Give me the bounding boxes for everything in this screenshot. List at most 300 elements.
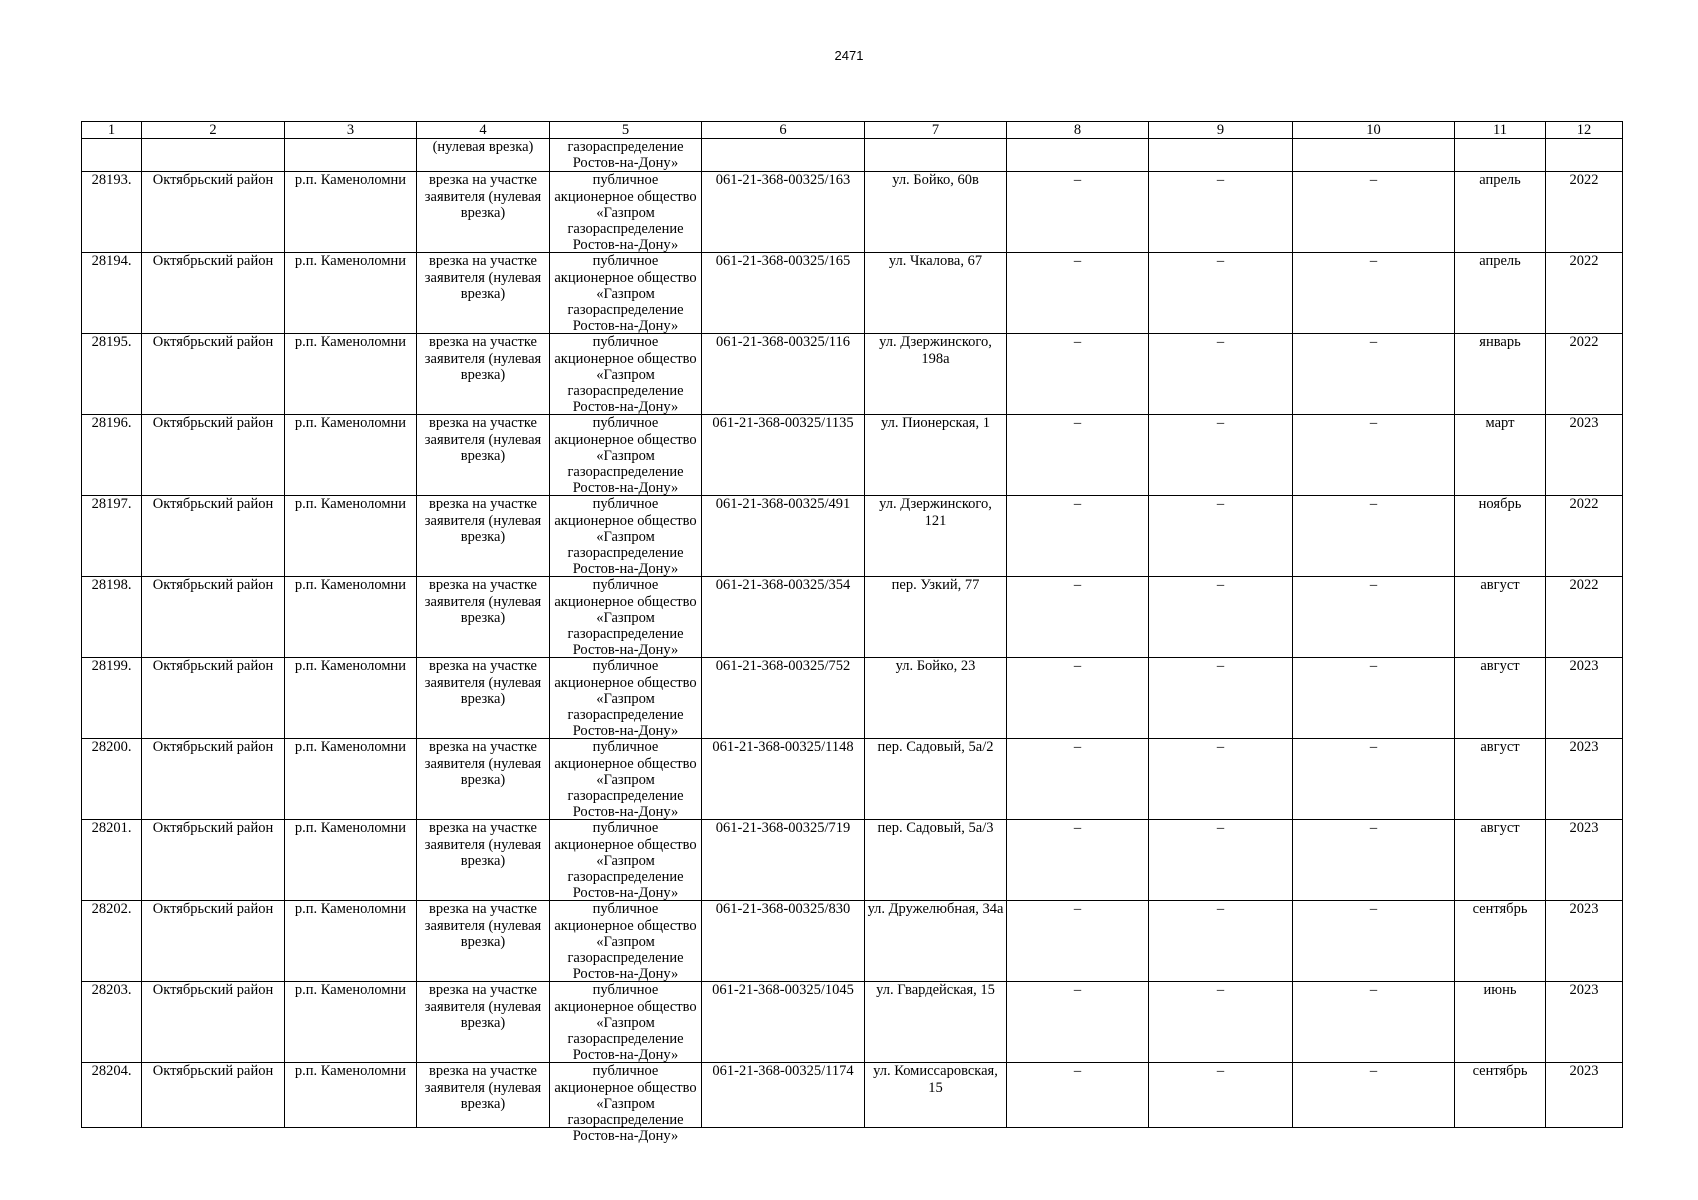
organization-cell-text: публичное акционерное общество «Газпром газораспределение Ростов-на-Дону» — [554, 496, 697, 578]
row-number-cell-text: 28196. — [91, 415, 132, 432]
table-cell — [1149, 139, 1293, 172]
address-cell — [865, 901, 1007, 982]
column-header: 2 — [142, 122, 285, 139]
column-8-cell-text: – — [1073, 820, 1082, 837]
row-number-cell — [82, 172, 142, 253]
settlement-cell — [285, 982, 417, 1063]
month-cell — [1455, 1063, 1546, 1128]
organization-cell-text: публичное акционерное общество «Газпром газораспределение Ростов-на-Дону» — [554, 172, 697, 254]
column-8-cell — [1007, 658, 1149, 739]
column-10-cell — [1293, 577, 1455, 658]
table-cell — [865, 139, 1007, 172]
district-cell-text: Октябрьский район — [152, 415, 274, 432]
table-cell — [1546, 139, 1623, 172]
organization-cell-text: публичное акционерное общество «Газпром газораспределение Ростов-на-Дону» — [554, 415, 697, 497]
address-cell — [865, 739, 1007, 820]
column-header: 10 — [1293, 122, 1455, 139]
table-row — [82, 658, 1623, 739]
code-cell-text: 061-21-368-00325/1174 — [712, 1063, 854, 1080]
column-9-cell — [1149, 982, 1293, 1063]
connection-type-cell-text: врезка на участке заявителя (нулевая врезка) — [424, 1063, 542, 1112]
connection-type-cell-text: врезка на участке заявителя (нулевая врезка) — [424, 415, 542, 464]
address-cell — [865, 820, 1007, 901]
row-number-cell-text: 28198. — [91, 577, 132, 594]
column-9-cell-text: – — [1216, 901, 1225, 918]
connection-type-cell-text: врезка на участке заявителя (нулевая врезка) — [424, 658, 542, 707]
header-row — [82, 122, 1623, 139]
connection-type-cell — [417, 739, 550, 820]
row-number-cell — [82, 253, 142, 334]
address-cell-text: пер. Садовый, 5а/3 — [877, 820, 994, 837]
month-cell — [1455, 496, 1546, 577]
column-10-cell-text: – — [1369, 658, 1378, 675]
district-cell-text: Октябрьский район — [152, 658, 274, 675]
column-header: 7 — [865, 122, 1007, 139]
organization-cell — [550, 172, 702, 253]
month-cell-text: июнь — [1483, 982, 1517, 999]
continuation-row — [82, 139, 1623, 172]
code-cell — [702, 739, 865, 820]
month-cell-text: апрель — [1479, 172, 1521, 189]
code-cell — [702, 172, 865, 253]
code-cell-text: 061-21-368-00325/165 — [715, 253, 851, 270]
table-row — [82, 334, 1623, 415]
year-cell-text: 2023 — [1569, 658, 1599, 675]
settlement-cell-text: р.п. Каменоломни — [294, 658, 407, 675]
district-cell — [142, 901, 285, 982]
column-header: 6 — [702, 122, 865, 139]
code-cell-text: 061-21-368-00325/491 — [715, 496, 851, 513]
connection-type-cell — [417, 253, 550, 334]
column-header: 1 — [82, 122, 142, 139]
code-cell-text: 061-21-368-00325/752 — [715, 658, 851, 675]
district-cell-text: Октябрьский район — [152, 172, 274, 189]
column-9-cell — [1149, 739, 1293, 820]
month-cell-text: август — [1480, 577, 1520, 594]
column-9-cell-text: – — [1216, 415, 1225, 432]
address-cell-text: ул. Дзержинского, 121 — [879, 496, 992, 529]
settlement-cell — [285, 172, 417, 253]
district-cell — [142, 982, 285, 1063]
column-header: 8 — [1007, 122, 1149, 139]
district-cell — [142, 334, 285, 415]
month-cell — [1455, 901, 1546, 982]
column-8-cell — [1007, 334, 1149, 415]
organization-cell-text: публичное акционерное общество «Газпром газораспределение Ростов-на-Дону» — [554, 982, 697, 1064]
row-number-cell-text: 28194. — [91, 253, 132, 270]
column-10-cell — [1293, 658, 1455, 739]
organization-cell — [550, 496, 702, 577]
month-cell — [1455, 415, 1546, 496]
column-9-cell — [1149, 820, 1293, 901]
row-number-cell — [82, 334, 142, 415]
year-cell — [1546, 658, 1623, 739]
address-cell — [865, 415, 1007, 496]
district-cell-text: Октябрьский район — [152, 820, 274, 837]
month-cell — [1455, 820, 1546, 901]
district-cell-text: Октябрьский район — [152, 1063, 274, 1080]
connection-type-cell: (нулевая врезка) — [417, 139, 550, 172]
district-cell-text: Октябрьский район — [152, 253, 274, 270]
year-cell — [1546, 577, 1623, 658]
column-10-cell-text: – — [1369, 172, 1378, 189]
column-8-cell — [1007, 1063, 1149, 1128]
connection-type-cell-text: врезка на участке заявителя (нулевая врезка) — [424, 496, 542, 545]
column-9-cell — [1149, 1063, 1293, 1128]
year-cell — [1546, 820, 1623, 901]
column-10-cell — [1293, 172, 1455, 253]
settlement-cell-text: р.п. Каменоломни — [294, 577, 407, 594]
connection-type-cell-text: врезка на участке заявителя (нулевая врезка) — [424, 982, 542, 1031]
year-cell-text: 2023 — [1569, 415, 1599, 432]
month-cell — [1455, 658, 1546, 739]
column-10-cell — [1293, 253, 1455, 334]
month-cell-text: апрель — [1479, 253, 1521, 270]
year-cell-text: 2022 — [1569, 577, 1599, 594]
connection-type-cell — [417, 658, 550, 739]
month-cell-text: январь — [1479, 334, 1521, 351]
column-9-cell-text: – — [1216, 172, 1225, 189]
month-cell — [1455, 172, 1546, 253]
column-8-cell — [1007, 172, 1149, 253]
month-cell-text: август — [1480, 820, 1520, 837]
row-number-cell-text: 28204. — [91, 1063, 132, 1080]
year-cell-text: 2023 — [1569, 1063, 1599, 1080]
column-10-cell-text: – — [1369, 901, 1378, 918]
table-row — [82, 739, 1623, 820]
district-cell — [142, 739, 285, 820]
settlement-cell-text: р.п. Каменоломни — [294, 253, 407, 270]
row-number-cell — [82, 1063, 142, 1128]
column-header: 3 — [285, 122, 417, 139]
column-9-cell-text: – — [1216, 820, 1225, 837]
organization-cell-text: публичное акционерное общество «Газпром газораспределение Ростов-на-Дону» — [554, 658, 697, 740]
row-number-cell — [82, 658, 142, 739]
address-cell — [865, 1063, 1007, 1128]
organization-cell-text: публичное акционерное общество «Газпром газораспределение Ростов-на-Дону» — [554, 1063, 697, 1145]
column-9-cell-text: – — [1216, 739, 1225, 756]
address-cell — [865, 334, 1007, 415]
column-9-cell-text: – — [1216, 982, 1225, 999]
year-cell — [1546, 253, 1623, 334]
column-header: 9 — [1149, 122, 1293, 139]
table-row — [82, 901, 1623, 982]
organization-cell-text: публичное акционерное общество «Газпром газораспределение Ростов-на-Дону» — [554, 739, 697, 821]
code-cell-text: 061-21-368-00325/116 — [716, 334, 850, 351]
column-10-cell-text: – — [1369, 415, 1378, 432]
connection-type-cell — [417, 577, 550, 658]
column-8-cell-text: – — [1073, 496, 1082, 513]
column-8-cell — [1007, 577, 1149, 658]
organization-cell — [550, 820, 702, 901]
settlement-cell-text: р.п. Каменоломни — [294, 739, 407, 756]
settlement-cell-text: р.п. Каменоломни — [294, 982, 407, 999]
column-8-cell-text: – — [1073, 982, 1082, 999]
row-number-cell — [82, 415, 142, 496]
column-10-cell-text: – — [1369, 982, 1378, 999]
column-10-cell — [1293, 982, 1455, 1063]
connection-type-cell — [417, 820, 550, 901]
row-number-cell-text: 28202. — [91, 901, 132, 918]
registry-table — [81, 121, 1623, 1145]
address-cell-text: ул. Пионерская, 1 — [881, 415, 990, 432]
column-10-cell-text: – — [1369, 820, 1378, 837]
district-cell — [142, 415, 285, 496]
row-number-cell-text: 28195. — [91, 334, 132, 351]
year-cell — [1546, 901, 1623, 982]
column-10-cell — [1293, 901, 1455, 982]
column-9-cell — [1149, 415, 1293, 496]
table-cell — [1455, 139, 1546, 172]
code-cell — [702, 253, 865, 334]
organization-cell-text: публичное акционерное общество «Газпром газораспределение Ростов-на-Дону» — [554, 253, 697, 335]
column-8-cell-text: – — [1073, 334, 1082, 351]
address-cell-text: ул. Гвардейская, 15 — [876, 982, 995, 999]
column-9-cell-text: – — [1216, 253, 1225, 270]
column-9-cell-text: – — [1216, 1063, 1225, 1080]
column-10-cell — [1293, 1063, 1455, 1128]
connection-type-cell-text: врезка на участке заявителя (нулевая врезка) — [424, 901, 542, 950]
connection-type-cell — [417, 1063, 550, 1128]
connection-type-cell-text: врезка на участке заявителя (нулевая врезка) — [424, 577, 542, 626]
address-cell-text: ул. Чкалова, 67 — [888, 253, 983, 270]
column-8-cell-text: – — [1073, 253, 1082, 270]
column-9-cell — [1149, 253, 1293, 334]
organization-cell — [550, 415, 702, 496]
table-cell — [1007, 139, 1149, 172]
column-9-cell — [1149, 334, 1293, 415]
column-10-cell-text: – — [1369, 253, 1378, 270]
settlement-cell — [285, 253, 417, 334]
column-header: 11 — [1455, 122, 1546, 139]
table-cell — [285, 139, 417, 172]
settlement-cell-text: р.п. Каменоломни — [294, 901, 407, 918]
row-number-cell — [82, 496, 142, 577]
table-row — [82, 1063, 1623, 1128]
column-10-cell-text: – — [1369, 1063, 1378, 1080]
settlement-cell-text: р.п. Каменоломни — [294, 415, 407, 432]
month-cell — [1455, 982, 1546, 1063]
connection-type-cell — [417, 901, 550, 982]
year-cell-text: 2022 — [1569, 334, 1599, 351]
district-cell — [142, 496, 285, 577]
year-cell-text: 2023 — [1569, 739, 1599, 756]
table-cell — [142, 139, 285, 172]
year-cell-text: 2023 — [1569, 901, 1599, 918]
code-cell-text: 061-21-368-00325/1045 — [712, 982, 854, 999]
month-cell-text: сентябрь — [1472, 901, 1528, 918]
column-8-cell-text: – — [1073, 172, 1082, 189]
column-9-cell-text: – — [1216, 658, 1225, 675]
row-number-cell — [82, 739, 142, 820]
organization-cell — [550, 739, 702, 820]
column-10-cell-text: – — [1369, 577, 1378, 594]
organization-cell — [550, 253, 702, 334]
district-cell — [142, 1063, 285, 1128]
column-9-cell — [1149, 496, 1293, 577]
column-9-cell — [1149, 901, 1293, 982]
column-8-cell — [1007, 820, 1149, 901]
connection-type-cell — [417, 496, 550, 577]
code-cell — [702, 901, 865, 982]
connection-type-cell-text: врезка на участке заявителя (нулевая врезка) — [424, 253, 542, 302]
month-cell-text: август — [1480, 658, 1520, 675]
column-10-cell-text: – — [1369, 496, 1378, 513]
organization-cell — [550, 901, 702, 982]
row-number-cell-text: 28199. — [91, 658, 132, 675]
settlement-cell — [285, 901, 417, 982]
connection-type-cell-text: врезка на участке заявителя (нулевая врезка) — [424, 172, 542, 221]
organization-cell — [550, 658, 702, 739]
table-row — [82, 253, 1623, 334]
code-cell — [702, 1063, 865, 1128]
organization-cell-text: публичное акционерное общество «Газпром газораспределение Ростов-на-Дону» — [554, 901, 697, 983]
column-10-cell — [1293, 496, 1455, 577]
code-cell — [702, 982, 865, 1063]
column-8-cell-text: – — [1073, 577, 1082, 594]
settlement-cell — [285, 739, 417, 820]
settlement-cell — [285, 334, 417, 415]
table-row — [82, 415, 1623, 496]
row-number-cell-text: 28197. — [91, 496, 132, 513]
column-9-cell-text: – — [1216, 496, 1225, 513]
organization-cell-text: публичное акционерное общество «Газпром газораспределение Ростов-на-Дону» — [554, 820, 697, 902]
code-cell — [702, 415, 865, 496]
district-cell-text: Октябрьский район — [152, 496, 274, 513]
district-cell — [142, 253, 285, 334]
row-number-cell — [82, 820, 142, 901]
year-cell — [1546, 739, 1623, 820]
row-number-cell — [82, 982, 142, 1063]
column-8-cell-text: – — [1073, 415, 1082, 432]
month-cell — [1455, 577, 1546, 658]
table-row — [82, 496, 1623, 577]
code-cell — [702, 820, 865, 901]
organization-cell — [550, 334, 702, 415]
column-9-cell-text: – — [1216, 334, 1225, 351]
year-cell — [1546, 496, 1623, 577]
organization-cell-text: публичное акционерное общество «Газпром газораспределение Ростов-на-Дону» — [554, 577, 697, 659]
address-cell-text: пер. Садовый, 5а/2 — [877, 739, 994, 756]
month-cell-text: март — [1485, 415, 1515, 432]
column-8-cell-text: – — [1073, 658, 1082, 675]
organization-cell — [550, 982, 702, 1063]
settlement-cell — [285, 577, 417, 658]
year-cell — [1546, 172, 1623, 253]
year-cell-text: 2022 — [1569, 253, 1599, 270]
row-number-cell — [82, 577, 142, 658]
connection-type-cell — [417, 172, 550, 253]
district-cell-text: Октябрьский район — [152, 901, 274, 918]
month-cell — [1455, 334, 1546, 415]
organization-cell-text: публичное акционерное общество «Газпром газораспределение Ростов-на-Дону» — [554, 334, 697, 416]
table-cell — [1293, 139, 1455, 172]
address-cell-text: ул. Бойко, 23 — [895, 658, 976, 675]
district-cell — [142, 172, 285, 253]
district-cell — [142, 658, 285, 739]
year-cell — [1546, 415, 1623, 496]
column-9-cell — [1149, 172, 1293, 253]
connection-type-cell-text: врезка на участке заявителя (нулевая врезка) — [424, 334, 542, 383]
column-9-cell — [1149, 577, 1293, 658]
connection-type-cell — [417, 982, 550, 1063]
column-header: 12 — [1546, 122, 1623, 139]
district-cell — [142, 577, 285, 658]
address-cell — [865, 982, 1007, 1063]
settlement-cell-text: р.п. Каменоломни — [294, 496, 407, 513]
connection-type-cell-text: врезка на участке заявителя (нулевая врезка) — [424, 820, 542, 869]
column-header: 4 — [417, 122, 550, 139]
settlement-cell — [285, 415, 417, 496]
table-cell — [702, 139, 865, 172]
row-number-cell — [82, 901, 142, 982]
column-10-cell-text: – — [1369, 739, 1378, 756]
year-cell — [1546, 1063, 1623, 1128]
column-9-cell — [1149, 658, 1293, 739]
district-cell-text: Октябрьский район — [152, 577, 274, 594]
column-8-cell-text: – — [1073, 1063, 1082, 1080]
page-number: 2471 — [834, 48, 864, 63]
settlement-cell — [285, 1063, 417, 1128]
code-cell-text: 061-21-368-00325/1148 — [712, 739, 854, 756]
address-cell — [865, 496, 1007, 577]
address-cell — [865, 577, 1007, 658]
column-10-cell — [1293, 820, 1455, 901]
year-cell-text: 2022 — [1569, 496, 1599, 513]
column-10-cell-text: – — [1369, 334, 1378, 351]
column-9-cell-text: – — [1216, 577, 1225, 594]
table-row — [82, 172, 1623, 253]
column-10-cell — [1293, 739, 1455, 820]
settlement-cell-text: р.п. Каменоломни — [294, 820, 407, 837]
code-cell — [702, 496, 865, 577]
connection-type-cell — [417, 415, 550, 496]
row-number-cell-text: 28200. — [91, 739, 132, 756]
district-cell — [142, 820, 285, 901]
address-cell-text: пер. Узкий, 77 — [891, 577, 980, 594]
month-cell-text: ноябрь — [1478, 496, 1522, 513]
address-cell — [865, 253, 1007, 334]
month-cell-text: август — [1480, 739, 1520, 756]
code-cell-text: 061-21-368-00325/163 — [715, 172, 851, 189]
column-10-cell — [1293, 334, 1455, 415]
settlement-cell-text: р.п. Каменоломни — [294, 334, 407, 351]
column-8-cell-text: – — [1073, 739, 1082, 756]
address-cell-text: ул. Дружелюбная, 34а — [867, 901, 1004, 918]
address-cell-text: ул. Комиссаровская, 15 — [873, 1063, 998, 1096]
month-cell — [1455, 739, 1546, 820]
year-cell — [1546, 982, 1623, 1063]
connection-type-cell-text: врезка на участке заявителя (нулевая врезка) — [424, 739, 542, 788]
organization-cell — [550, 577, 702, 658]
settlement-cell — [285, 820, 417, 901]
year-cell-text: 2023 — [1569, 820, 1599, 837]
year-cell-text: 2022 — [1569, 172, 1599, 189]
address-cell-text: ул. Бойко, 60в — [892, 172, 979, 189]
district-cell-text: Октябрьский район — [152, 982, 274, 999]
district-cell-text: Октябрьский район — [152, 739, 274, 756]
connection-type-cell — [417, 334, 550, 415]
column-8-cell — [1007, 253, 1149, 334]
column-8-cell-text: – — [1073, 901, 1082, 918]
organization-cell: газораспределение Ростов-на-Дону» — [550, 139, 702, 172]
row-number-cell-text: 28193. — [91, 172, 132, 189]
table-row — [82, 982, 1623, 1063]
year-cell-text: 2023 — [1569, 982, 1599, 999]
row-number-cell-text: 28203. — [91, 982, 132, 999]
settlement-cell — [285, 496, 417, 577]
code-cell-text: 061-21-368-00325/354 — [715, 577, 851, 594]
